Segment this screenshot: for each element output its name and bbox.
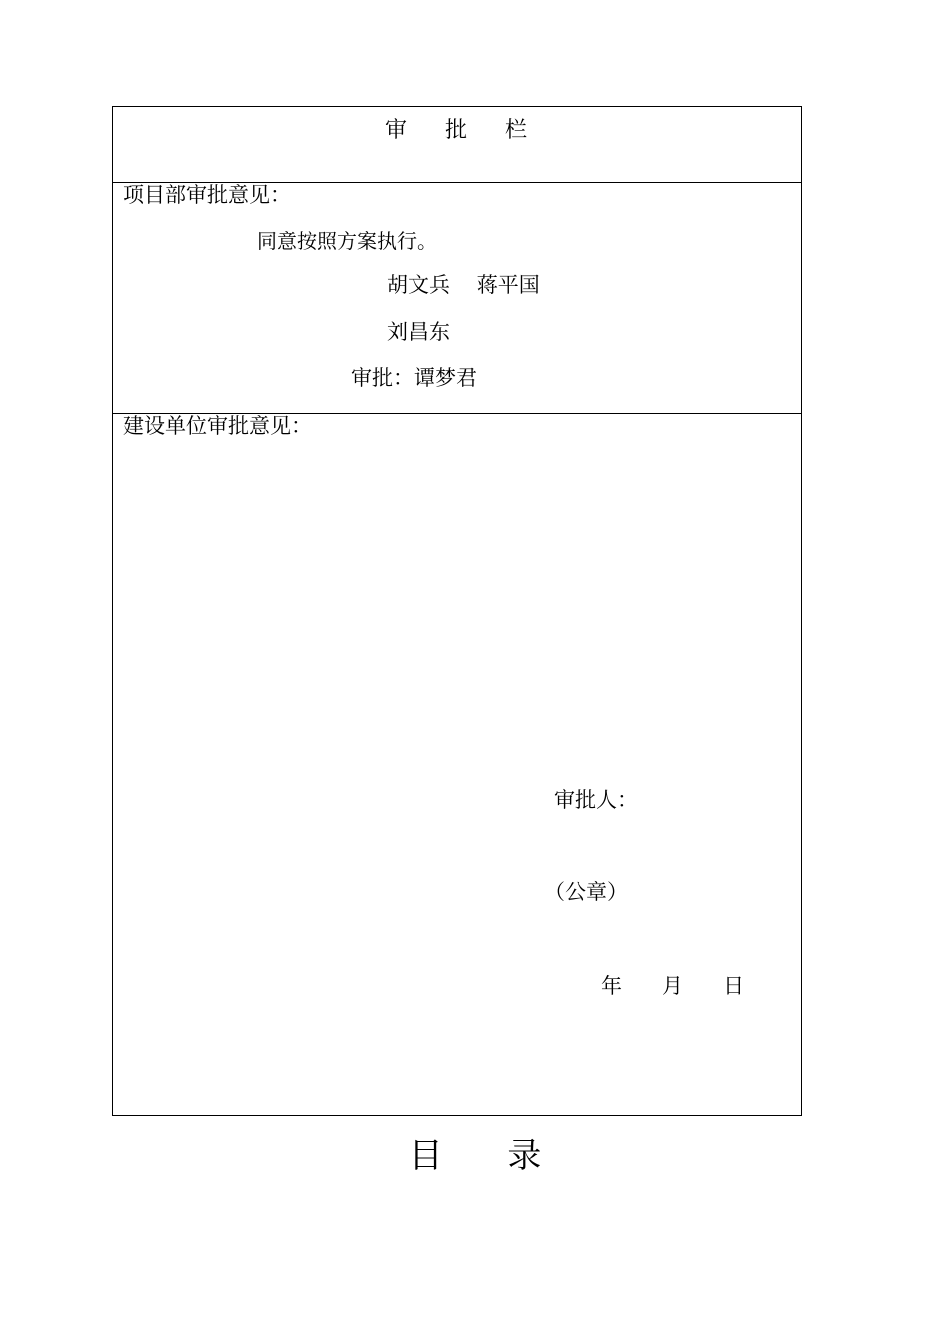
project-dept-heading: 项目部审批意见： (123, 183, 291, 207)
project-dept-signers-line1: 胡文兵 蒋平国 (387, 273, 540, 297)
table-title: 审 批 栏 (385, 118, 529, 143)
toc-heading: 目 录 (408, 1136, 542, 1176)
date-line: 年 月 日 (601, 974, 745, 998)
project-dept-approval-line: 审批：谭梦君 (351, 366, 477, 390)
project-dept-opinion: 同意按照方案执行。 (257, 229, 437, 253)
project-dept-signers-line2: 刘昌东 (387, 320, 450, 344)
seal-label: （公章） (544, 880, 628, 904)
approval-table (112, 106, 802, 1116)
construction-unit-heading: 建设单位审批意见： (123, 414, 312, 438)
approver-label: 审批人： (554, 788, 638, 812)
